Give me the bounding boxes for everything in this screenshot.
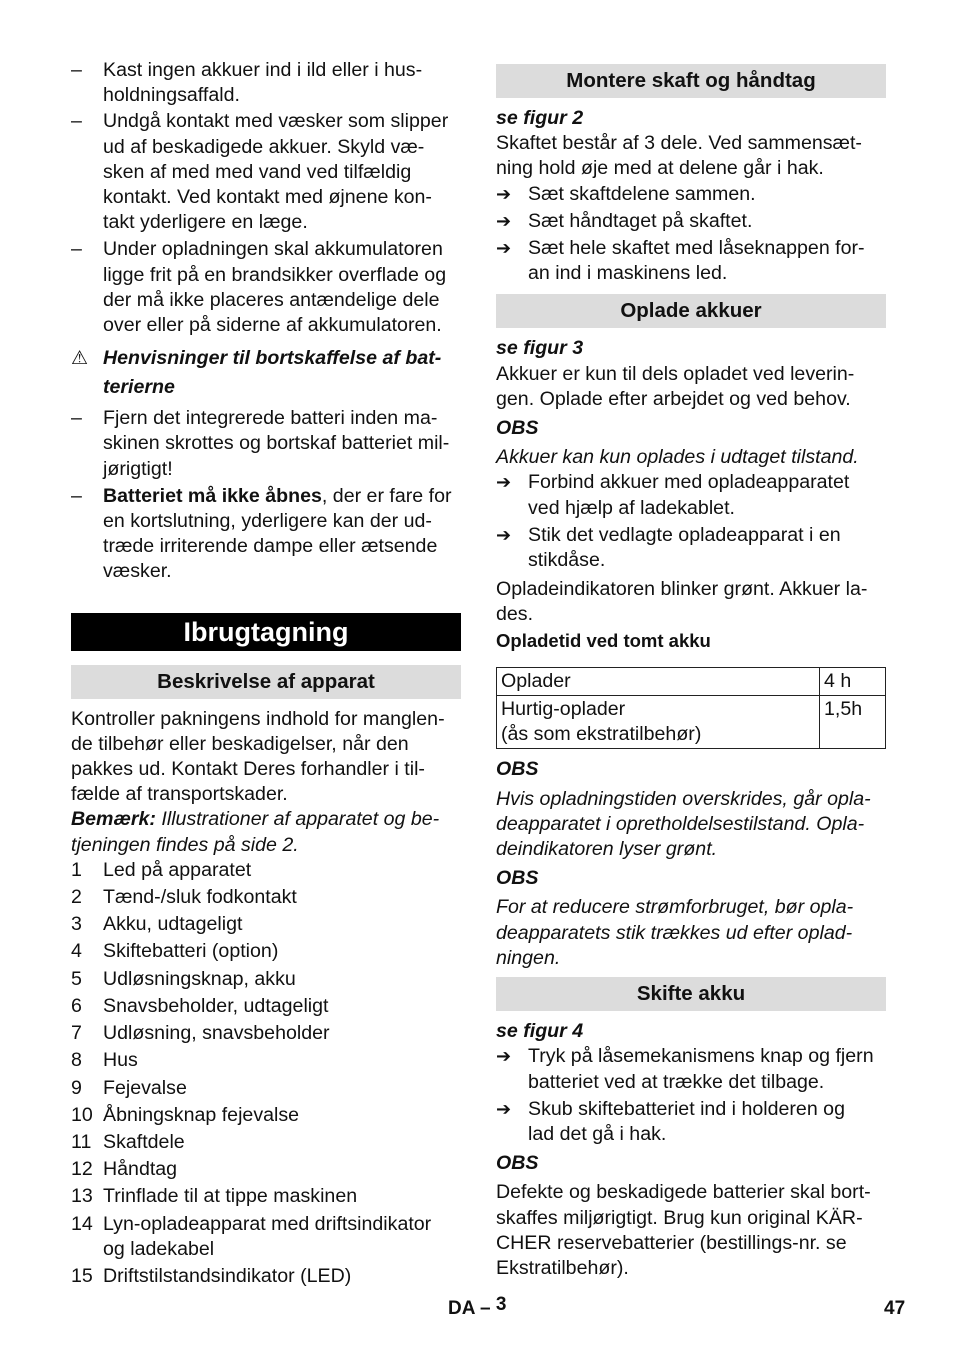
table-cell-value: 1,5h [820, 696, 886, 749]
item-label: Håndtag [103, 1158, 178, 1181]
instruction-text: Sæt hele skaftet med låseknappen for- an ind i maskinens led. [528, 237, 865, 285]
instruction-text: Tryk på låsemekanismens knap og fjern batteriet ved at trække det tilbage. [528, 1045, 874, 1093]
warning-triangle-icon: ⚠ [71, 348, 89, 370]
instruction-step [496, 182, 886, 207]
charge-time-table [496, 667, 886, 750]
footer-section-label [448, 1296, 506, 1321]
item-label: Trinflade til at tippe maskinen [103, 1185, 358, 1208]
charge-intro: Akkuer er kun til dels opladet ved leverin- gen. Oplade efter arbejdet og ved behov. [496, 362, 855, 410]
item-label: Udløsning, snavsbeholder [103, 1022, 330, 1045]
obs-label: OBS [496, 417, 539, 440]
dash-bullet: – [71, 407, 82, 430]
item-number: 3 [71, 913, 82, 936]
item-number: 15 [71, 1264, 93, 1287]
item-label: Tænd-/sluk fodkontakt [103, 886, 297, 909]
safety-list-text: Kast ingen akkuer ind i ild eller i hus- holdningsaffald. [103, 59, 423, 107]
disposal-warning-heading [71, 344, 461, 402]
item-label: Åbningsknap fejevalse [103, 1103, 300, 1126]
arrow-right-icon: ➔ [496, 1046, 512, 1067]
footer-section-page: 3 [495, 1294, 507, 1315]
dash-bullet: – [71, 110, 82, 133]
mount-intro: Skaftet består af 3 dele. Ved sammensæt- ning hold øje med at delene går i hak. [496, 132, 862, 180]
instruction-text: Sæt håndtaget på skaftet. [528, 209, 753, 232]
instruction-step [496, 236, 886, 286]
arrow-right-icon: ➔ [496, 210, 512, 231]
item-number: 12 [71, 1158, 93, 1181]
obs-text: Akkuer kan kun oplades i udtaget tilstand. [496, 446, 859, 469]
obs-text: Hvis opladningstiden overskrides, går opla- deapparatet i opretholdelsestilstand. Opla- deindikatoren lyser grønt. [496, 787, 871, 861]
charge-steps [496, 470, 886, 573]
item-label: Skiftebatteri (option) [103, 940, 279, 963]
figure-reference: se figur 2 [496, 107, 584, 129]
instruction-text: Stik det vedlagte opladeapparat i en stikdåse. [528, 523, 841, 572]
charge-time-title: Opladetid ved tomt akku [496, 629, 711, 651]
arrow-right-icon: ➔ [496, 238, 512, 259]
list-item [71, 1021, 461, 1046]
list-item [71, 1130, 461, 1155]
disposal-list-item [71, 406, 461, 482]
parts-list [71, 858, 461, 1289]
safety-list-item [71, 109, 461, 235]
instruction-step [496, 470, 886, 520]
item-number: 11 [71, 1130, 92, 1153]
list-item [71, 1212, 461, 1262]
item-label: Udløsningsknap, akku [103, 967, 296, 990]
page-number: 47 [884, 1298, 906, 1319]
table-cell-value: 4 h [820, 667, 886, 695]
disposal-list-item [71, 484, 461, 585]
item-label: Snavsbeholder, udtageligt [103, 994, 329, 1017]
item-number: 13 [71, 1185, 93, 1208]
item-number: 10 [71, 1103, 93, 1126]
table-cell-label: Hurtig-oplader (ås som ekstratilbehør) [497, 696, 820, 749]
subsection-title-beskrivelse: Beskrivelse af apparat [71, 665, 461, 699]
instruction-step [496, 523, 886, 573]
dash-bullet: – [71, 59, 82, 81]
list-item [71, 858, 461, 883]
item-label: Skaftdele [103, 1130, 185, 1153]
item-label: Hus [103, 1049, 138, 1072]
disposal-warning-text: Henvisninger til bortskaffelse af bat- terierne [103, 347, 442, 399]
table-row [497, 667, 886, 695]
footer-section-code: DA [448, 1298, 475, 1319]
safety-list-text: Undgå kontakt med væsker som slipper ud af beskadigede akkuer. Skyld væ- sken af med med vand ved tilfældig kontakt. Ved kontakt med øjnene kon- takt yderligere en læge. [103, 110, 449, 234]
item-number: 2 [71, 886, 82, 909]
subsection-title-montere: Montere skaft og håndtag [496, 64, 886, 98]
section-title-ibrugtagning: Ibrugtagning [71, 613, 461, 651]
item-number: 7 [71, 1022, 82, 1045]
list-item [71, 1157, 461, 1182]
instruction-text: Skub skiftebatteriet ind i holderen og lad det gå i hak. [528, 1097, 845, 1145]
list-item [71, 1184, 461, 1209]
safety-list-item [71, 237, 461, 338]
item-label: Fejevalse [103, 1076, 187, 1099]
item-number: 4 [71, 940, 82, 963]
list-item [71, 885, 461, 910]
disposal-list-text: Fjern det integrerede batteri inden ma- skinen skrottes og bortskaf batteriet mil- jørigtigt! [103, 407, 450, 480]
list-item [71, 939, 461, 964]
arrow-right-icon: ➔ [496, 472, 512, 493]
item-number: 6 [71, 994, 82, 1017]
swap-steps [496, 1044, 886, 1147]
safety-list-text: Under opladningen skal akkumulatoren ligge frit på en brandsikker overflade og der må ikke placeres antændelige dele over eller på siderne af akkumulatoren. [103, 238, 447, 337]
item-label: Lyn-opladeapparat med driftsindikator og ladekabel [103, 1212, 432, 1260]
mount-steps [496, 182, 886, 287]
arrow-right-icon: ➔ [496, 183, 512, 204]
list-item [71, 994, 461, 1019]
item-number: 5 [71, 967, 82, 990]
left-column [71, 58, 461, 1291]
subsection-title-oplade: Oplade akkuer [496, 294, 886, 328]
item-number: 1 [71, 858, 82, 881]
item-number: 8 [71, 1049, 82, 1072]
item-label: Driftstilstandsindikator (LED) [103, 1264, 352, 1287]
safety-list-item [71, 58, 461, 108]
arrow-right-icon: ➔ [496, 1098, 512, 1119]
unpacking-intro: Kontroller pakningens indhold for manglen- de tilbehør eller beskadigelser, når den pakkes ud. Kontakt Deres forhandler i til- fælde af transportskader. [71, 707, 445, 806]
list-item [71, 1264, 461, 1289]
figure-reference: se figur 3 [496, 337, 584, 360]
subsection-title-skifte: Skifte akku [496, 977, 886, 1011]
list-item [71, 1103, 461, 1128]
dash-bullet: – [71, 238, 82, 261]
arrow-right-icon: ➔ [496, 524, 512, 545]
table-cell-label: Oplader [497, 667, 820, 695]
obs-text: Defekte og beskadigede batterier skal bort- skaffes miljørigtigt. Brug kun original KÄR- CHER reservebatterier (bestillings-nr. se Ekstratilbehør). [496, 1181, 871, 1279]
dash-bullet: – [71, 484, 82, 507]
instruction-step [496, 209, 886, 234]
obs-label: OBS [496, 1152, 539, 1175]
note-text: Illustrationer af apparatet og be- tjeningen findes på side 2. [71, 808, 440, 856]
right-column [496, 58, 886, 1281]
note-label: Bemærk: [71, 808, 156, 831]
instruction-step [496, 1044, 886, 1094]
figure-reference: se figur 4 [496, 1020, 584, 1043]
footer-dash: – [480, 1298, 491, 1319]
obs-label: OBS [496, 867, 539, 890]
item-label: Led på apparatet [103, 858, 252, 881]
disposal-list-text [103, 484, 461, 585]
obs-text: For at reducere strømforbruget, bør opla- deapparatets stik trækkes ud efter oplad- ningen. [496, 896, 854, 969]
list-item [71, 1048, 461, 1073]
table-row [497, 696, 886, 749]
illustration-note [71, 807, 461, 857]
obs-label: OBS [496, 758, 539, 781]
item-number: 9 [71, 1076, 82, 1099]
indicator-text: Opladeindikatoren blinker grønt. Akkuer la- des. [496, 578, 868, 626]
do-not-open-warning: Batteriet må ikke åbnes [103, 484, 322, 507]
item-label: Akku, udtageligt [103, 913, 243, 936]
instruction-text: Sæt skaftdelene sammen. [528, 182, 756, 205]
list-item [71, 912, 461, 937]
item-number: 14 [71, 1212, 93, 1235]
list-item [71, 967, 461, 992]
do-not-open-rest: , der er fare for en kortslutning, yderligere kan der ud- træde irriterende dampe eller ætsende væsker. [103, 484, 452, 583]
list-item [71, 1076, 461, 1101]
instruction-step [496, 1097, 886, 1147]
instruction-text: Forbind akkuer med opladeapparatet ved hjælp af ladekablet. [528, 471, 850, 519]
